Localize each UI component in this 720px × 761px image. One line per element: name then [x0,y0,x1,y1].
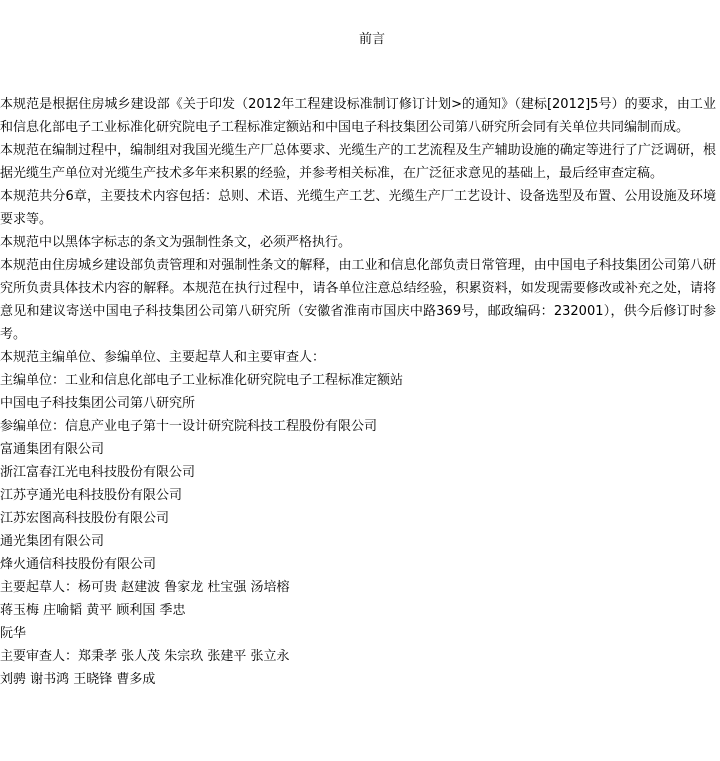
chief-editor-unit-line: 主编单位：工业和信息化部电子工业标准化研究院电子工程标准定额站 [0,373,404,388]
main-drafters-line: 主要起草人：杨可贵 赵建波 鲁家龙 杜宝强 汤培榕 [0,580,290,595]
participating-unit-line: 浙江富春江光电科技股份有限公司 [0,465,196,480]
paragraph-compilation-process: 本规范在编制过程中，编制组对我国光缆生产厂总体要求、光缆生产的工艺流程及生产辅助设施的确定等进行了广泛调研，根据光缆生产单位对光缆生产技术多年来积累的经验，并参考相关标准，在广泛征求意见的基础上，最后经审查定稿。 [0,143,716,181]
page-title: 前言 [358,32,385,47]
participating-unit-line: 通光集团有限公司 [0,534,105,549]
participating-unit-line: 江苏亨通光电科技股份有限公司 [0,488,183,503]
participating-unit-line: 烽火通信科技股份有限公司 [0,557,157,572]
main-drafters-line: 阮华 [0,626,27,641]
chief-editor-unit-line: 中国电子科技集团公司第八研究所 [0,396,196,411]
paragraph-contributors-intro: 本规范主编单位、参编单位、主要起草人和主要审查人： [0,350,326,365]
paragraph-mandatory-clauses: 本规范中以黑体字标志的条文为强制性条文，必须严格执行。 [0,235,352,250]
participating-unit-line: 江苏宏图高科技股份有限公司 [0,511,170,526]
document-body [0,93,716,691]
main-drafters-line: 蒋玉梅 庄喻韬 黄平 顾利国 季忠 [0,603,186,618]
participating-unit-line: 参编单位：信息产业电子第十一设计研究院科技工程股份有限公司 [0,419,378,434]
main-reviewers-line: 主要审查人：郑秉孝 张人茂 朱宗玖 张建平 张立永 [0,649,290,664]
main-reviewers-line: 刘骋 谢书鸿 王晓锋 曹多成 [0,672,156,687]
paragraph-management-and-feedback: 本规范由住房城乡建设部负责管理和对强制性条文的解释，由工业和信息化部负责日常管理，由中国电子科技集团公司第八研究所负责具体技术内容的解释。本规范在执行过程中，请各单位注意总结经验，积累资料，如发现需要修改或补充之处，请将意见和建议寄送中国电子科技集团公司第八研究所（安徽省淮南市国庆中路369号，邮政编码：232001），供今后修订时参考。 [0,258,716,342]
paragraph-compilation-basis: 本规范是根据住房城乡建设部《关于印发（2012年工程建设标准制订修订计划>的通知》（建标[2012]5号）的要求，由工业和信息化部电子工业标准化研究院电子工程标准定额站和中国电子科技集团公司第八研究所会同有关单位共同编制而成。 [0,97,716,135]
paragraph-chapter-summary: 本规范共分6章，主要技术内容包括：总则、术语、光缆生产工艺、光缆生产厂工艺设计、设备选型及布置、公用设施及环境要求等。 [0,189,716,227]
participating-unit-line: 富通集团有限公司 [0,442,105,457]
